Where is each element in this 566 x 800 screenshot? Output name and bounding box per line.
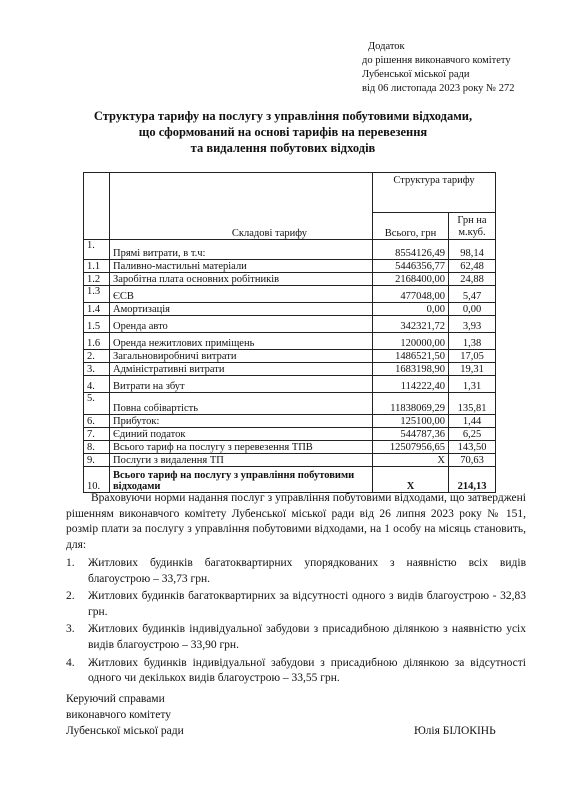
header-unit (449, 213, 496, 240)
row-number: 7. (84, 428, 110, 441)
row-unit: 98,14 (449, 240, 496, 260)
row-unit: 1,38 (449, 333, 496, 350)
row-name: Паливно-мастильні матеріали (110, 260, 373, 273)
row-unit: 70,63 (449, 454, 496, 467)
row-total: 114222,40 (373, 376, 449, 393)
table-row (84, 286, 496, 303)
row-name: ЄСВ (110, 286, 373, 303)
list-item (66, 556, 526, 587)
table-row (84, 260, 496, 273)
addendum-title: Додаток (368, 41, 405, 52)
signature-position: Керуючий справами (66, 693, 165, 705)
row-name: Послуги з видалення ТП (110, 454, 373, 467)
row-name: Прямі витрати, в т.ч: (110, 240, 373, 260)
row-unit: 3,93 (449, 316, 496, 333)
list-item-number: 4. (66, 656, 75, 669)
header-num-cell (84, 173, 110, 240)
row-name: Заробітна плата основних робітників (110, 273, 373, 286)
row-number: 5. (84, 393, 110, 415)
row-number: 1.1 (84, 260, 110, 273)
row-unit: 62,48 (449, 260, 496, 273)
row-number: 10. (84, 467, 110, 493)
row-unit: 214,13 (449, 467, 496, 493)
row-number: 1.4 (84, 303, 110, 316)
list-item (66, 656, 526, 687)
row-number: 1. (84, 240, 110, 260)
row-total: 342321,72 (373, 316, 449, 333)
row-total: 477048,00 (373, 286, 449, 303)
row-unit: 0,00 (449, 303, 496, 316)
header-structure: Структура тарифу (373, 173, 496, 213)
table-row (84, 376, 496, 393)
row-name: Загальновиробничі витрати (110, 350, 373, 363)
list-item-number: 1. (66, 557, 75, 569)
row-total: 0,00 (373, 303, 449, 316)
table-row (84, 333, 496, 350)
row-number: 1.2 (84, 273, 110, 286)
row-unit: 143,50 (449, 441, 496, 454)
row-total: 5446356,77 (373, 260, 449, 273)
list-item-number: 2. (66, 590, 75, 603)
row-number: 3. (84, 363, 110, 376)
row-name: Всього тариф на послугу з управління побутовими відходами (110, 467, 373, 493)
row-name: Повна собівартість (110, 393, 373, 415)
rates-list (66, 556, 526, 689)
table-row (84, 441, 496, 454)
row-total: 8554126,49 (373, 240, 449, 260)
row-total: 11838069,29 (373, 393, 449, 415)
row-number: 9. (84, 454, 110, 467)
addendum-date: від 06 листопада 2023 року № 272 (362, 83, 515, 94)
header-components: Складові тарифу (110, 173, 373, 240)
list-item-text: Житлових будинків багатоквартирних за відсутності одного з видів благоустрою - 32,83 грн. (88, 590, 526, 618)
document-title (40, 108, 526, 156)
table-row (84, 467, 496, 493)
title-line: та видалення побутових відходів (190, 141, 376, 155)
signature-position: виконавчого комітету (66, 709, 171, 721)
list-item (66, 589, 526, 620)
list-item-number: 3. (66, 623, 75, 636)
title-line: Структура тарифу на послугу з управління побутовими відходами, (93, 109, 473, 123)
header-unit-line: Грн на (457, 215, 487, 226)
row-unit: 135,81 (449, 393, 496, 415)
signature-block (66, 691, 184, 739)
table-row (84, 303, 496, 316)
row-number: 8. (84, 441, 110, 454)
row-unit: 6,25 (449, 428, 496, 441)
row-total: 1683198,90 (373, 363, 449, 376)
row-number: 6. (84, 415, 110, 428)
addendum-block (362, 40, 514, 96)
row-unit: 17,05 (449, 350, 496, 363)
row-name: Оренда авто (110, 316, 373, 333)
table-row (84, 415, 496, 428)
row-name: Амортизація (110, 303, 373, 316)
row-name: Єдиний податок (110, 428, 373, 441)
row-number: 1.5 (84, 316, 110, 333)
header-total: Всього, грн (373, 213, 449, 240)
row-total: 544787,36 (373, 428, 449, 441)
list-item (66, 622, 526, 653)
title-line: що сформований на основі тарифів на перевезення (138, 125, 428, 139)
addendum-line: Лубенської міської ради (362, 69, 470, 80)
row-number: 4. (84, 376, 110, 393)
list-item-text: Житлових будинків індивідуальної забудови з присадибною ділянкою за відсутності одного чи декількох видів благоустрою – 33,55 грн. (88, 656, 526, 685)
row-number: 1.3 (84, 286, 110, 303)
header-unit-line: м.куб. (458, 227, 486, 238)
signature-name: Юлія БІЛОКІНЬ (414, 725, 496, 737)
row-unit: 24,88 (449, 273, 496, 286)
row-unit: 1,31 (449, 376, 496, 393)
table-row (84, 316, 496, 333)
row-number: 2. (84, 350, 110, 363)
list-item-text: Житлових будинків індивідуальної забудови з присадибною ділянкою з наявністю усіх видів благоустрою – 33,90 грн. (88, 623, 526, 651)
row-unit: 19,31 (449, 363, 496, 376)
row-unit: 1,44 (449, 415, 496, 428)
row-total: 125100,00 (373, 415, 449, 428)
row-name: Витрати на збут (110, 376, 373, 393)
row-total: 12507956,65 (373, 441, 449, 454)
row-name: Прибуток: (110, 415, 373, 428)
addendum-line: до рішення виконавчого комітету (362, 55, 511, 66)
table-row (84, 454, 496, 467)
table-header-row (84, 173, 496, 213)
list-item-text: Житлових будинків багатоквартирних упорядкованих з наявністю всіх видів благоустрою – 33,73 грн. (88, 557, 526, 585)
row-name: Адміністративні витрати (110, 363, 373, 376)
table-row (84, 363, 496, 376)
row-number: 1.6 (84, 333, 110, 350)
table-row (84, 428, 496, 441)
signature-position: Лубенської міської ради (66, 725, 184, 737)
row-total: Х (373, 454, 449, 467)
body-paragraph: Враховуючи норми надання послуг з управління побутовими відходами, що затверджені рішенням виконавчого комітету Лубенської міської ради від 26 липня 2023 року № 151, розмір плати за послугу з управління побутовими відходами, на 1 особу на місяць становить, для: (66, 492, 526, 551)
table-row (84, 393, 496, 415)
table-row (84, 240, 496, 260)
row-total: Х (373, 467, 449, 493)
row-total: 1486521,50 (373, 350, 449, 363)
table-row (84, 273, 496, 286)
row-total: 120000,00 (373, 333, 449, 350)
table-body (84, 240, 496, 493)
row-name: Всього тариф на послугу з перевезення ТПВ (110, 441, 373, 454)
table-row (84, 350, 496, 363)
row-unit: 5,47 (449, 286, 496, 303)
row-total: 2168400,00 (373, 273, 449, 286)
tariff-table (83, 172, 496, 493)
row-name: Оренда нежитлових приміщень (110, 333, 373, 350)
